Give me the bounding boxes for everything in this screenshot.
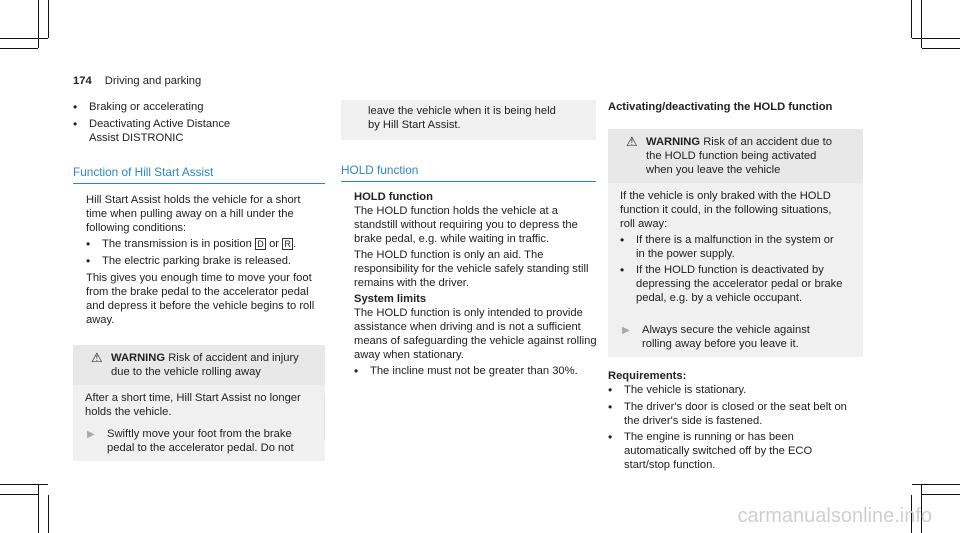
page-number: 174	[73, 75, 92, 87]
bullet-icon	[620, 233, 636, 261]
column-divider	[324, 395, 325, 440]
warning-triangle-icon: ⚠	[91, 350, 103, 365]
crop-mark	[921, 0, 922, 48]
bullet-icon	[608, 383, 624, 398]
warning-text: Risk of accident and injury due to the vehicle rolling away	[111, 352, 299, 378]
warning-body: After a short time, Hill Start Assist no longer holds the vehicle.	[85, 392, 301, 418]
subsection-title: HOLD function	[354, 191, 433, 203]
crop-mark	[912, 38, 960, 39]
crop-mark	[0, 38, 48, 39]
warning-body: If the vehicle is only braked with the HOLD function it could, in the following situations, roll away:	[620, 190, 832, 230]
crop-mark	[912, 484, 960, 485]
crop-mark	[922, 48, 960, 49]
chapter-title: Driving and parking	[104, 75, 202, 87]
list-item: • Deactivating Active Distance Assist DISTRONIC	[73, 117, 325, 145]
warning-label: WARNING	[111, 352, 166, 364]
column-1	[73, 100, 325, 461]
list-item: • The electric parking brake is released.	[86, 254, 325, 269]
gear-r-icon: R	[282, 238, 293, 250]
gear-d-icon: D	[255, 238, 266, 250]
crop-mark	[48, 0, 49, 38]
paragraph: The HOLD function holds the vehicle at a standstill without requiring you to depress the brake pedal, e.g. while waiting in traffic.	[354, 205, 578, 245]
warning-text: Risk of an accident due to the HOLD function being activated when you leave the vehicle	[646, 136, 832, 176]
warning-label: WARNING	[646, 136, 701, 148]
watermark: carmanualsonline.info	[737, 505, 932, 527]
list-item: • Braking or accelerating	[73, 100, 325, 115]
subsection-title: System limits	[354, 293, 427, 305]
crop-mark	[922, 494, 960, 495]
section-heading: Activating/deactivating the HOLD function	[608, 101, 833, 113]
bullet-icon	[608, 400, 624, 428]
bullet-icon	[620, 263, 636, 305]
warning-box-continued: leave the vehicle when it is being held by Hill Start Assist.	[341, 100, 596, 140]
bullet-icon	[86, 254, 102, 269]
page-header	[73, 74, 201, 88]
warning-box	[608, 129, 863, 357]
bullet-icon	[354, 364, 370, 379]
list-item: • The driver's door is closed or the seat belt on the driver's side is fastened.	[608, 400, 865, 428]
paragraph: This gives you enough time to move your foot from the brake pedal to the accelerator pedal and depress it before the vehicle begins to roll away.	[86, 272, 315, 326]
crop-mark	[0, 484, 48, 485]
warning-box	[73, 345, 325, 461]
arrow-right-icon: ▶	[622, 325, 630, 336]
section-divider	[341, 181, 596, 182]
section-divider	[73, 183, 325, 184]
paragraph: The HOLD function is only intended to provide assistance when driving and is not a sufficient means of safeguarding the vehicle against rolling away when stationary.	[354, 307, 597, 361]
crop-mark	[38, 0, 39, 48]
list-item: • The transmission is in position D or R .	[86, 237, 325, 252]
list-item: • If there is a malfunction in the system or in the power supply.	[620, 233, 855, 261]
list-item: • The vehicle is stationary.	[608, 383, 865, 398]
section-title: Function of Hill Start Assist	[73, 165, 214, 179]
action-step: ▶ Swiftly move your foot from the brake pedal to the accelerator pedal. Do not	[87, 428, 294, 454]
bullet-icon	[608, 430, 624, 472]
list-item: • The incline must not be greater than 30%.	[354, 364, 596, 379]
paragraph: The HOLD function is only an aid. The responsibility for the vehicle safely standing still remains with the driver.	[354, 249, 589, 289]
column-3	[595, 100, 865, 474]
paragraph: Hill Start Assist holds the vehicle for a short time when pulling away on a hill under the following conditions:	[86, 194, 301, 234]
bullet-icon	[73, 100, 89, 115]
crop-mark	[48, 495, 49, 533]
warning-triangle-icon: ⚠	[626, 134, 638, 149]
crop-mark	[911, 0, 912, 38]
section-title: HOLD function	[341, 163, 419, 177]
bullet-icon	[86, 237, 102, 252]
crop-mark	[0, 48, 38, 49]
crop-mark	[0, 494, 38, 495]
requirements-title: Requirements:	[608, 370, 687, 382]
crop-mark	[38, 485, 39, 533]
column-2	[341, 100, 596, 381]
action-step: ▶ Always secure the vehicle against rolling away before you leave it.	[622, 324, 810, 350]
bullet-icon	[73, 117, 89, 145]
arrow-right-icon: ▶	[87, 429, 95, 440]
list-item: • The engine is running or has been automatically switched off by the ECO start/stop function.	[608, 430, 865, 472]
list-item: • If the HOLD function is deactivated by depressing the accelerator pedal or brake pedal, e.g. by a vehicle occupant.	[620, 263, 855, 305]
